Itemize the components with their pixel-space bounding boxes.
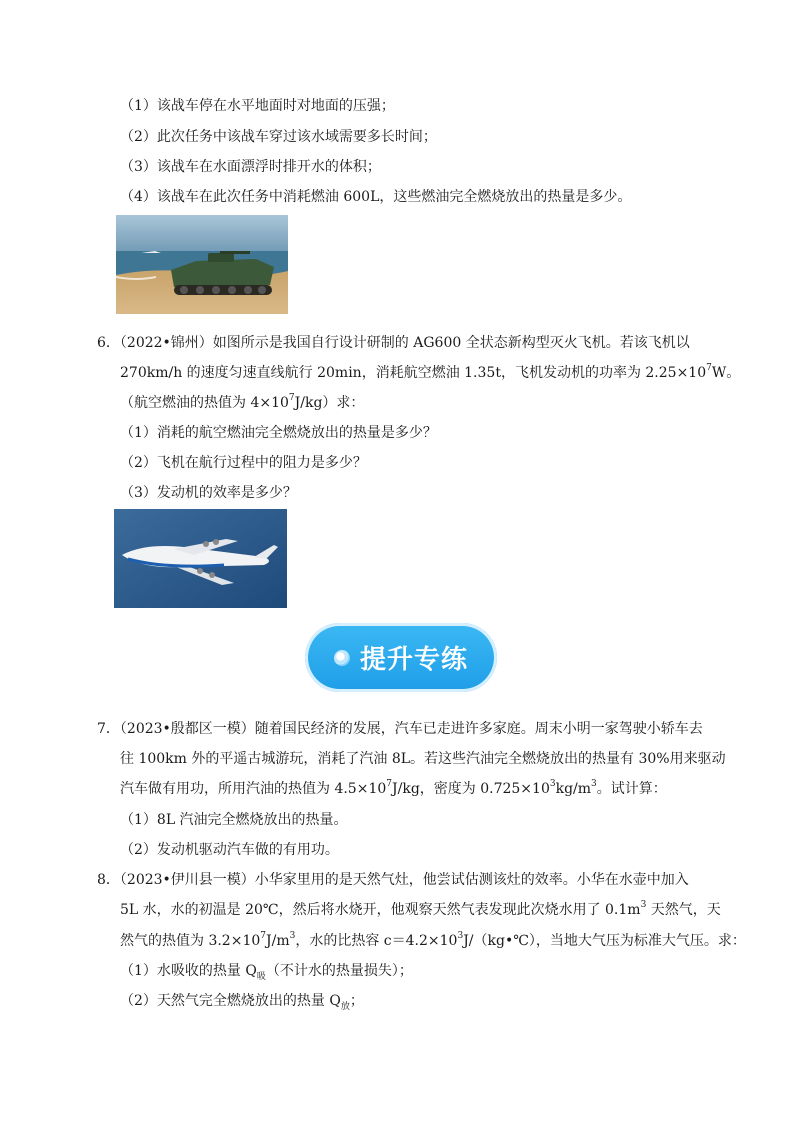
q5-part-4: （4）该战车在此次任务中消耗燃油 600L，这些燃油完全燃烧放出的热量是多少。 xyxy=(120,189,632,205)
seaplane-photo xyxy=(114,509,287,608)
q5-part-3: （3）该战车在水面漂浮时排开水的体积； xyxy=(120,159,381,175)
q6-line-2: 270km/h 的速度匀速直线航行 20min，消耗航空燃油 1.35t，飞机发动机的功率为 $2.25\times 10^7W$。 xyxy=(120,363,741,381)
banner-label: 提升专练 xyxy=(359,645,468,675)
q6-part-1: （1）消耗的航空燃油完全燃烧放出的热量是多少？ xyxy=(120,425,437,441)
q6-part-3: （3）发动机的效率是多少？ xyxy=(120,485,297,501)
q7-line-1: 7．（2023•殷都区一模）随着国民经济的发展，汽车已走进许多家庭。周末小明一家驾驶小轿车去 xyxy=(97,721,703,737)
q6-line-1: 6．（2022•锦州）如图所示是我国自行设计研制的 AG600 全状态新构型灭火飞机。若该飞机以 xyxy=(97,335,690,351)
q7-part-2: （2）发动机驱动汽车做的有用功。 xyxy=(120,842,339,858)
q8-line-3: 然气的热值为 $3.2\times 10^7J/m^3$，水的比热容 $c=4.2\times 10^3J/(kg•℃)$，当地大气压为标准大气压。求： xyxy=(120,931,746,949)
q6-line-3: （航空燃油的热值为 $4\times 10^7J/kg$）求： xyxy=(120,393,365,411)
bubble-icon xyxy=(334,650,350,666)
q5-part-1: （1）该战车停在水平地面时对地面的压强； xyxy=(120,98,395,114)
q6-part-2: （2）飞机在航行过程中的阻力是多少？ xyxy=(120,455,367,471)
q8-line-2: 5L 水，水的初温是 20℃，然后将水烧开，他观察天然气表发现此次烧水用了 $0.1m^3$ 天然气，天 xyxy=(120,900,721,918)
amphibious-vehicle-photo xyxy=(116,215,288,314)
q8-part-2: （2）天然气完全燃烧放出的热量 $Q_放$； xyxy=(120,993,364,1012)
q7-part-1: （1）8L 汽油完全燃烧放出的热量。 xyxy=(120,812,348,828)
q5-part-2: （2）此次任务中该战车穿过该水域需要多长时间； xyxy=(120,129,437,145)
q7-line-2: 往 100km 外的平遥古城游玩，消耗了汽油 8L。若这些汽油完全燃烧放出的热量有 30%用来驱动 xyxy=(120,751,726,767)
q7-line-3: 汽车做有用功，所用汽油的热值为 $4.5\times 10^7J/kg$，密度为 $0.725\times 10^3kg/m^3$。试计算： xyxy=(120,779,667,797)
q8-line-1: 8．（2023•伊川县一模）小华家里用的是天然气灶，他尝试估测该灶的效率。小华在水壶中加入 xyxy=(97,872,689,888)
practice-banner xyxy=(305,623,497,692)
q8-part-1: （1）水吸收的热量 $Q_吸$（不计水的热量损失）； xyxy=(120,963,413,982)
